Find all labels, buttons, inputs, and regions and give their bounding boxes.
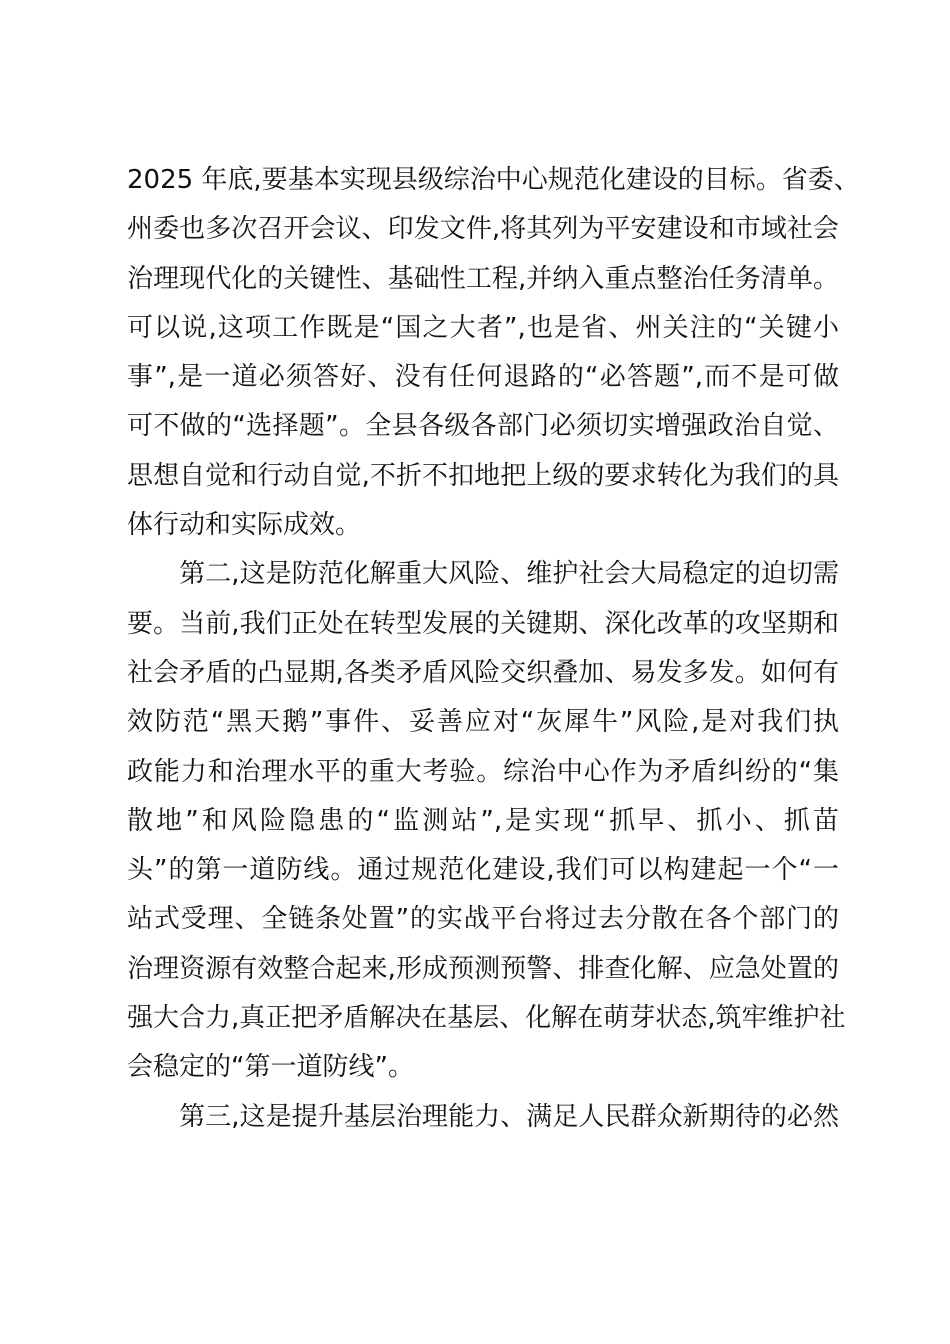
text-line: 要。当前,我们正处在转型发展的关键期、深化改革的攻坚期和: [127, 608, 839, 639]
text-line: 治理现代化的关键性、基础性工程,并纳入重点整治任务清单。: [127, 263, 839, 294]
text-line: 思想自觉和行动自觉,不折不扣地把上级的要求转化为我们的具: [127, 460, 839, 491]
text-line: 会稳定的“第一道防线”。: [127, 1052, 414, 1083]
text-line: 可不做的“选择题”。全县各级各部门必须切实增强政治自觉、: [127, 411, 839, 442]
text-line: 治理资源有效整合起来,形成预测预警、排查化解、应急处置的: [127, 953, 839, 984]
text-line: 可以说,这项工作既是“国之大者”,也是省、州关注的“关键小: [127, 312, 839, 343]
text-line: 2025 年底,要基本实现县级综治中心规范化建设的目标。省委、: [127, 165, 860, 195]
text-line: 第二,这是防范化解重大风险、维护社会大局稳定的迫切需: [127, 559, 839, 590]
text-line: 强大合力,真正把矛盾解决在基层、化解在萌芽状态,筑牢维护社: [127, 1003, 846, 1034]
body-text: [127, 156, 860, 1142]
paragraph-3: [127, 1093, 839, 1142]
text-line: 体行动和实际成效。: [127, 510, 362, 541]
text-line: 第三,这是提升基层治理能力、满足人民群众新期待的必然: [127, 1101, 839, 1132]
paragraph-2: [127, 550, 846, 1092]
text-line: 事”,是一道必须答好、没有任何退路的“必答题”,而不是可做: [127, 362, 839, 393]
text-line: 散地”和风险隐患的“监测站”,是实现“抓早、抓小、抓苗: [127, 805, 839, 836]
text-line: 站式受理、全链条处置”的实战平台将过去分散在各个部门的: [127, 904, 839, 935]
text-line: 政能力和治理水平的重大考验。综治中心作为矛盾纠纷的“集: [127, 756, 839, 787]
text-line: 效防范“黑天鹅”事件、妥善应对“灰犀牛”风险,是对我们执: [127, 707, 839, 738]
text-line: 社会矛盾的凸显期,各类矛盾风险交织叠加、易发多发。如何有: [127, 657, 839, 688]
text-line: 州委也多次召开会议、印发文件,将其列为平安建设和市域社会: [127, 214, 839, 245]
paragraph-1: [127, 156, 860, 550]
text-line: 头”的第一道防线。通过规范化建设,我们可以构建起一个“一: [127, 855, 839, 886]
